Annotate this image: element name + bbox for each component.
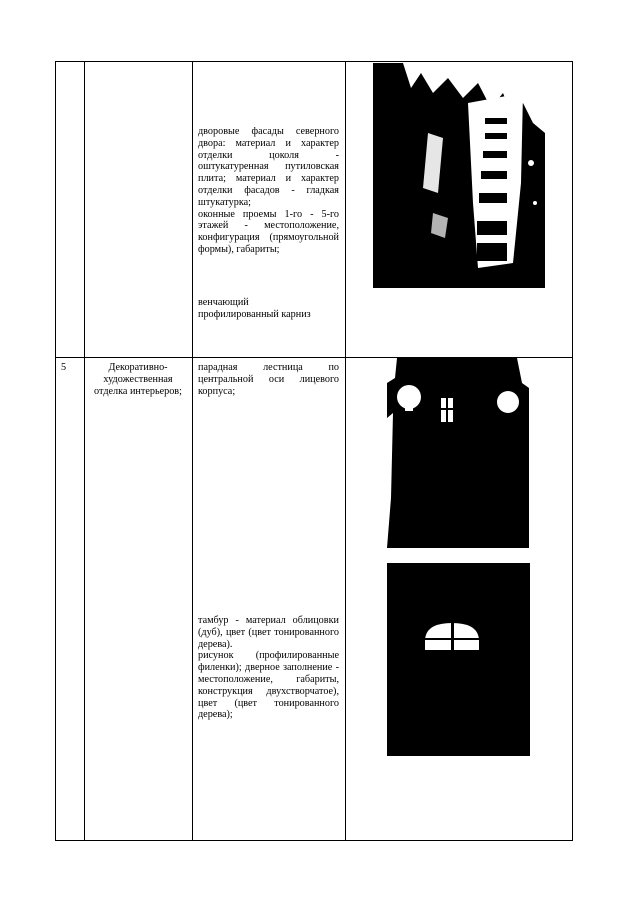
row-number: 5 (61, 362, 67, 373)
table-divider-number (84, 61, 85, 841)
row-description-text: тамбур - материал облицовки (дуб), цвет (цвет тонированного дерева). рисунок (профилированные филенки); дверное заполнение - местоположение, габариты, конструкция двухстворчатое), цвет (цвет тонированного дерева); (198, 615, 339, 721)
row-description-text: дворовые фасады северного двора: материал и характер отделки цоколя - оштукатуренная путиловская плита; материал и характер отделки фасадов - гладкая штукатурка; оконные проемы 1-го - 5-го этажей - местоположение, конфигурация (прямоугольной формы), габариты; (198, 126, 339, 255)
table-border-right (572, 61, 573, 841)
row-description-text: венчающий профилированный карниз (198, 297, 311, 320)
row-description-text: парадная лестница по центральной оси лицевого корпуса; (198, 362, 339, 397)
staircase-photo (387, 358, 529, 548)
table-border-bottom (55, 840, 573, 841)
table-border-left (55, 61, 56, 841)
vestibule-door-photo (387, 563, 530, 756)
table-border-top (55, 61, 573, 62)
table-divider-name (192, 61, 193, 841)
row-name: Декоративно- художественная отделка интерьеров; (94, 362, 182, 397)
table-divider-description (345, 61, 346, 841)
courtyard-facade-photo (373, 63, 545, 288)
